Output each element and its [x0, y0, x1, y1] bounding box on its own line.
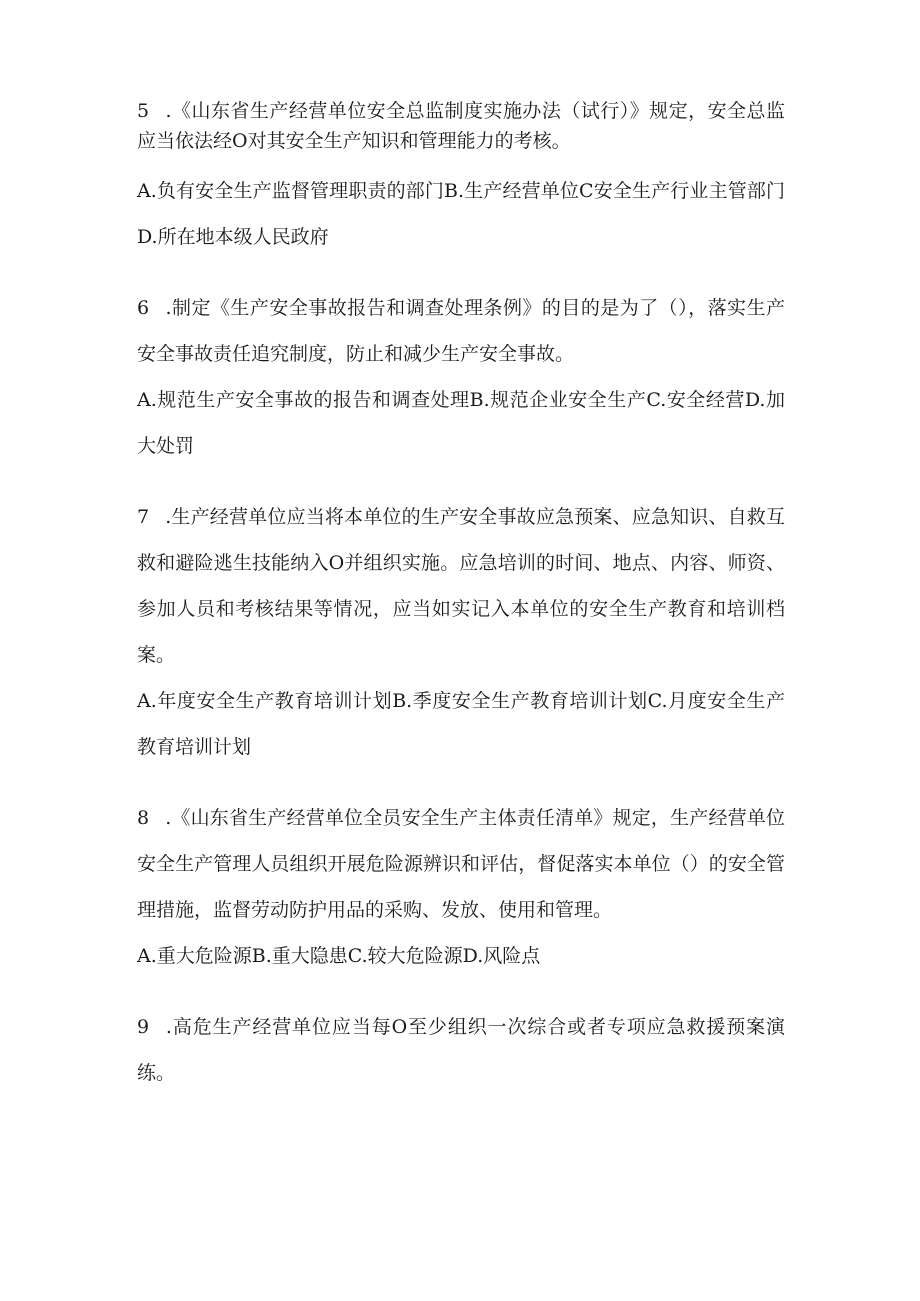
question-8: [137, 795, 785, 979]
question-5: [137, 96, 785, 260]
question-number: 8: [137, 807, 150, 829]
question-stem: .高危生产经营单位应当每O至少组织一次综合或者专项应急救援预案演练。: [137, 1016, 785, 1084]
question-number: 9: [137, 1016, 150, 1038]
question-9: [137, 1004, 785, 1096]
question-number: 6: [137, 297, 150, 319]
question-options: A.负有安全生产监督管理职责的部门B.生产经营单位C安全生产行业主管部门D.所在地本级人民政府: [137, 180, 785, 248]
question-text: [137, 494, 785, 678]
question-stem: .《山东省生产经营单位安全总监制度实施办法（试行）》规定，安全总监应当依法经O对其安全生产知识和管理能力的考核。: [137, 100, 785, 152]
question-text: [137, 1004, 785, 1096]
question-stem: .《山东省生产经营单位全员安全生产主体责任清单》规定，生产经营单位安全生产管理人员组织开展危险源辨识和评估，督促落实本单位（）的安全管理措施，监督劳动防护用品的采购、发放、使用和管理。: [137, 807, 785, 921]
question-stem: .制定《生产安全事故报告和调查处理条例》的目的是为了（），落实生产安全事故责任追究制度，防止和减少生产安全事故。: [137, 297, 785, 365]
question-text: [137, 795, 785, 933]
question-stem: .生产经营单位应当将本单位的生产安全事故应急预案、应急知识、自救互救和避险逃生技能纳入O并组织实施。应急培训的时间、地点、内容、师资、参加人员和考核结果等情况，应当如实记入本单位的安全生产教育和培训档案。: [137, 506, 785, 666]
question-options: A.规范生产安全事故的报告和调查处理B.规范企业安全生产C.安全经营D.加大处罚: [137, 389, 785, 457]
question-list: [137, 96, 785, 1096]
question-options: A.重大危险源B.重大隐患C.较大危险源D.风险点: [137, 945, 541, 967]
question-6: [137, 285, 785, 469]
question-text: [137, 96, 785, 156]
question-options: A.年度安全生产教育培训计划B.季度安全生产教育培训计划C.月度安全生产教育培训计划: [137, 690, 785, 758]
question-7: [137, 494, 785, 770]
question-text: [137, 285, 785, 377]
question-number: 5: [137, 100, 150, 122]
question-number: 7: [137, 506, 150, 528]
